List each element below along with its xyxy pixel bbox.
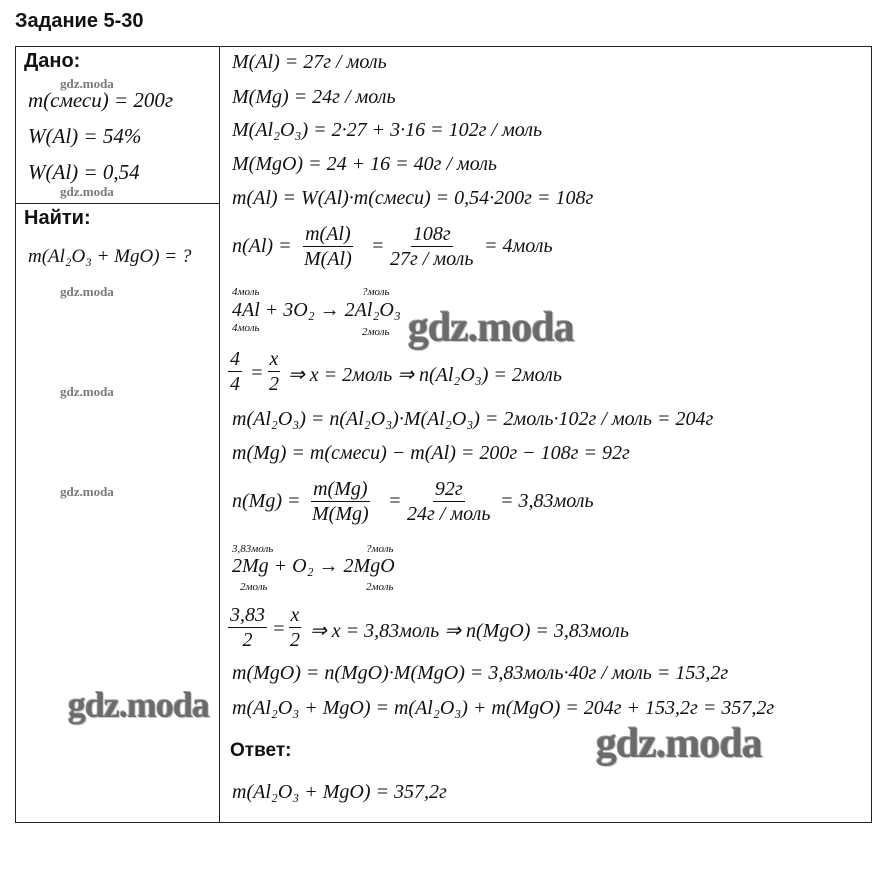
prop1-b-den: 2: [269, 373, 279, 395]
n-mg-f1-den: M(Mg): [312, 503, 369, 525]
reaction-1: 4Al + 3O₂ → 2Al₂O₃: [232, 299, 401, 321]
prop2-a-num: 3,83: [230, 604, 265, 626]
answer-line: m(Al₂O₃ + MgO) = 357,2г: [232, 781, 447, 803]
mass-al: m(Al) = W(Al)·m(смеси) = 0,54·200г = 108г: [232, 187, 594, 209]
n-mg-lhs: n(Mg) =: [232, 490, 301, 512]
given-find-divider: [15, 203, 220, 204]
r1-bot-right: 2моль: [362, 326, 390, 338]
n-mg-rhs: = 3,83моль: [500, 490, 594, 512]
watermark-logo: gdz.moda: [68, 685, 210, 725]
prop1-b-num: x: [269, 348, 279, 370]
n-mg-fraction-1: [310, 477, 371, 526]
given-line-2: W(Al) = 54%: [28, 124, 142, 148]
watermark-logo: gdz.moda: [60, 184, 114, 199]
n-al-fraction-2: [388, 222, 475, 271]
prop2-a: [228, 603, 267, 652]
molar-mass-mg: M(Mg) = 24г / моль: [232, 86, 396, 108]
given-line-3: W(Al) = 0,54: [28, 160, 140, 184]
task-title: Задание 5-30: [15, 10, 144, 32]
n-mg-f2-num: 92г: [434, 478, 463, 500]
prop2-a-den: 2: [242, 629, 253, 651]
equals-sign: =: [388, 490, 402, 512]
equals-sign: =: [371, 235, 385, 257]
find-header: Найти:: [24, 207, 91, 229]
mass-al2o3: m(Al₂O₃) = n(Al₂O₃)·M(Al₂O₃) = 2моль·102г / моль = 204г: [232, 408, 714, 430]
watermark-logo: gdz.moda: [408, 305, 574, 351]
n-al-f1-den: M(Al): [304, 248, 352, 270]
n-al-fraction-1: [302, 222, 354, 271]
prop1-a-num: 4: [230, 348, 240, 370]
mass-mgo: m(MgO) = n(MgO)·M(MgO) = 3,83моль·40г / моль = 153,2г: [232, 662, 729, 684]
r1-bot-left: 4моль: [232, 322, 260, 334]
molar-mass-al2o3: M(Al₂O₃) = 2·27 + 3·16 = 102г / моль: [232, 119, 543, 141]
watermark-logo: gdz.moda: [60, 484, 114, 499]
reaction-2: 2Mg + O₂ → 2MgO: [232, 555, 395, 577]
r2-top-right: ?моль: [366, 543, 394, 555]
prop2-b-num: x: [290, 604, 300, 626]
prop2-b-den: 2: [290, 629, 300, 651]
prop2-b: [288, 603, 302, 652]
prop1-a-den: 4: [230, 373, 240, 395]
column-divider: [219, 46, 220, 823]
r1-top-left: 4моль: [232, 286, 260, 298]
n-al-f1-num: m(Al): [305, 223, 351, 245]
watermark-logo: gdz.moda: [60, 284, 114, 299]
prop2-rest: ⇒ x = 3,83моль ⇒ n(MgO) = 3,83моль: [310, 620, 629, 642]
r2-top-left: 3,83моль: [232, 543, 274, 555]
prop1-b: [267, 347, 281, 396]
equals-sign: =: [250, 362, 264, 384]
find-line: m(Al₂O₃ + MgO) = ?: [28, 246, 192, 267]
answer-label: Ответ:: [230, 740, 292, 761]
molar-mass-al: M(Al) = 27г / моль: [232, 51, 387, 73]
prop1-a: [228, 347, 242, 396]
r2-bot-left: 2моль: [240, 581, 268, 593]
prop1-rest: ⇒ x = 2моль ⇒ n(Al₂O₃) = 2моль: [288, 364, 563, 386]
n-mg-f1-num: m(Mg): [313, 478, 368, 500]
watermark-logo: gdz.moda: [60, 76, 114, 91]
watermark-logo: gdz.moda: [596, 721, 762, 767]
n-al-f2-num: 108г: [412, 223, 451, 245]
n-al-rhs: = 4моль: [484, 235, 553, 257]
n-al-f2-den: 27г / моль: [390, 248, 474, 270]
equals-sign: =: [272, 618, 286, 640]
n-al-lhs: n(Al) =: [232, 235, 292, 257]
given-header: Дано:: [24, 50, 81, 72]
given-line-1: m(смеси) = 200г: [28, 88, 174, 112]
total-mass: m(Al₂O₃ + MgO) = m(Al₂O₃) + m(MgO) = 204г + 153,2г = 357,2г: [232, 697, 775, 719]
watermark-logo: gdz.moda: [60, 384, 114, 399]
molar-mass-mgo: M(MgO) = 24 + 16 = 40г / моль: [232, 153, 498, 175]
r2-bot-right: 2моль: [366, 581, 394, 593]
r1-top-right: ?моль: [362, 286, 390, 298]
n-mg-fraction-2: [405, 477, 492, 526]
n-mg-f2-den: 24г / моль: [407, 503, 491, 525]
mass-mg: m(Mg) = m(смеси) − m(Al) = 200г − 108г = 92г: [232, 442, 630, 464]
